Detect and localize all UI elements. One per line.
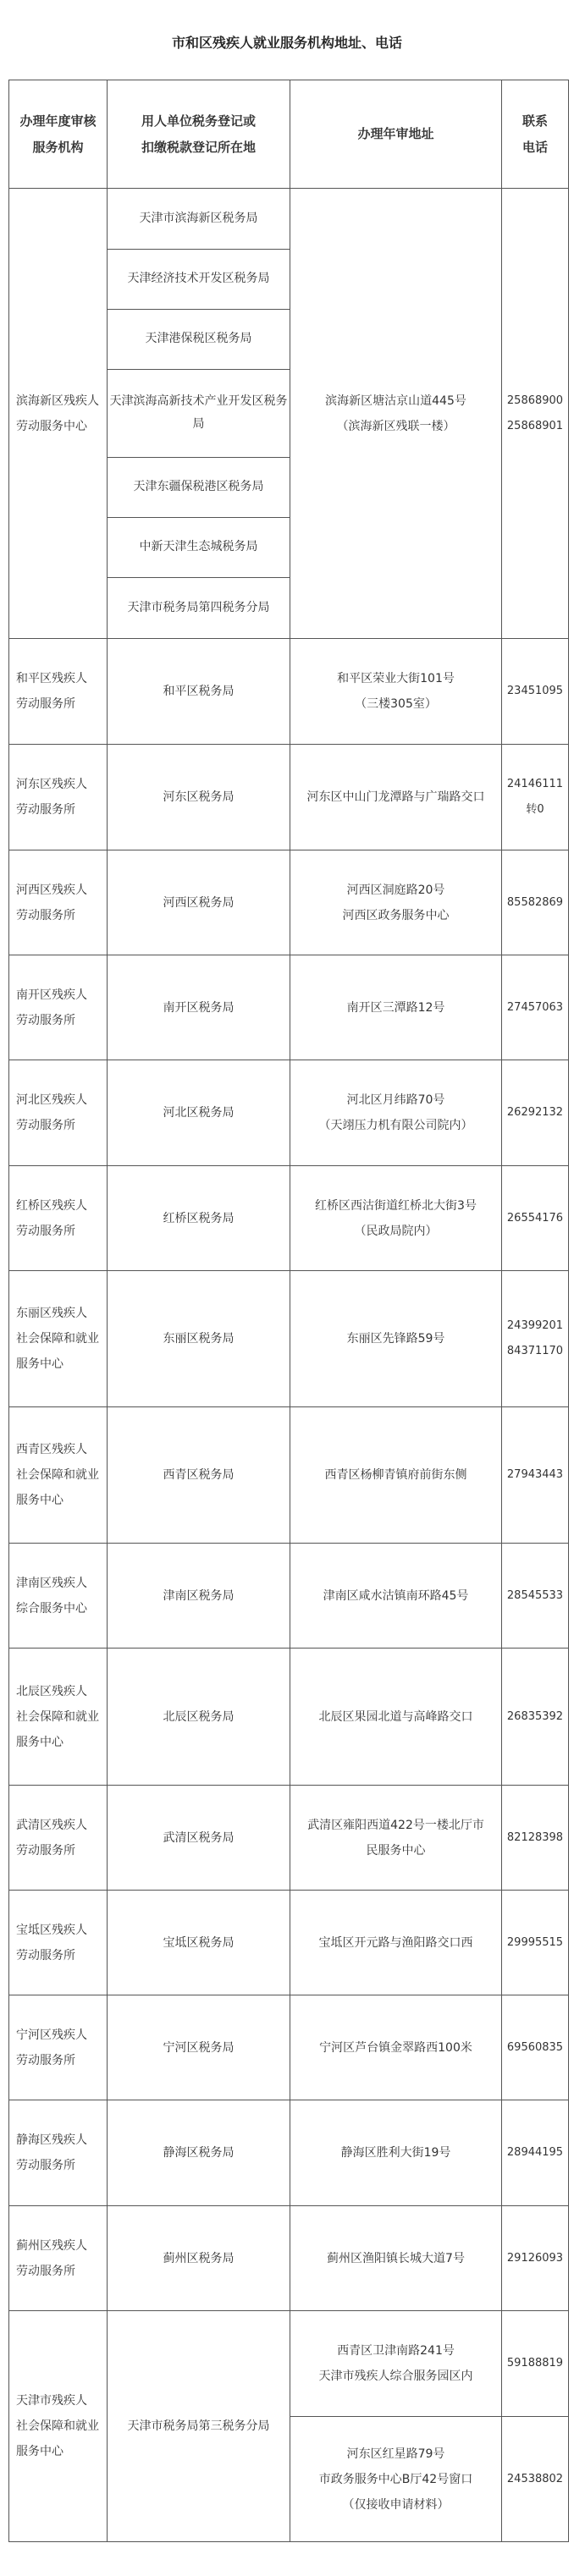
org-line: 河东区残疾人	[16, 778, 87, 791]
tax-bureau: 和平区税务局	[108, 639, 290, 745]
tax-bureau: 宁河区税务局	[108, 1995, 290, 2100]
org-line: 社会保障和就业	[16, 2419, 99, 2433]
address-line: 静海区胜利大街19号	[340, 2146, 451, 2160]
org-line: 综合服务中心	[16, 1601, 87, 1616]
address-cell	[290, 189, 502, 639]
tax-bureau: 西青区税务局	[108, 1407, 290, 1544]
phone-number: 28944195	[506, 2146, 564, 2159]
phone-number: 28545533	[506, 1588, 564, 1602]
org-line: 河西区残疾人	[16, 883, 87, 897]
org-cell	[9, 850, 108, 955]
table-row-binhai	[9, 189, 569, 639]
tax-bureau: 河北区税务局	[108, 1060, 290, 1166]
org-line: 劳动服务所	[16, 1843, 75, 1858]
org-line: 滨海新区残疾人	[16, 394, 99, 408]
header-phone-line: 联系	[522, 113, 548, 129]
phone-number: 27457063	[506, 1000, 564, 1014]
org-line: 劳动服务所	[16, 803, 75, 817]
address-line: 西青区杨柳青镇府前街东侧	[324, 1468, 467, 1482]
org-line: 劳动服务中心	[16, 419, 87, 433]
phone-number: 27943443	[506, 1468, 564, 1481]
phone-cell	[502, 1649, 569, 1786]
phone-cell	[502, 1166, 569, 1271]
table-row	[9, 955, 569, 1060]
tax-bureau: 北辰区税务局	[108, 1649, 290, 1786]
table-row	[9, 2206, 569, 2311]
org-line: 劳动服务所	[16, 2159, 75, 2172]
address-line: （民政局院内）	[354, 1224, 438, 1238]
header-phone-line: 电话	[522, 139, 548, 155]
org-line: 劳动服务所	[16, 908, 75, 922]
address-line: 民服务中心	[366, 1843, 426, 1858]
table-row	[9, 2100, 569, 2206]
org-line: 蓟州区残疾人	[16, 2238, 87, 2253]
address-cell	[290, 1166, 502, 1271]
phone-number: 26554176	[506, 1211, 564, 1225]
address-line: 河西区政务服务中心	[342, 908, 450, 922]
phone-cell	[502, 1891, 569, 1995]
phone-number: 82128398	[506, 1830, 564, 1844]
header-org-line: 服务机构	[32, 139, 84, 155]
address-line: 津南区咸水沽镇南环路45号	[323, 1588, 469, 1603]
address-cell	[290, 850, 502, 955]
org-line: 服务中心	[16, 1494, 63, 1507]
table-row	[9, 1786, 569, 1891]
address-cell	[290, 1891, 502, 1995]
address-line: 北辰区果园北道与高峰路交口	[318, 1709, 473, 1724]
address-line: 武清区雍阳西道422号一楼北厅市	[307, 1818, 484, 1832]
org-line: 社会保障和就业	[16, 1468, 99, 1482]
org-line: 宁河区残疾人	[16, 2028, 87, 2042]
address-cell	[290, 639, 502, 745]
org-line: 服务中心	[16, 1735, 63, 1749]
tax-bureau: 天津市滨海新区税务局	[108, 189, 290, 249]
table-row	[9, 745, 569, 850]
address-cell	[290, 2206, 502, 2311]
address-line: （天翊压力机有限公司院内）	[318, 1119, 473, 1132]
phone-number: 25868900	[506, 394, 564, 407]
org-line: 劳动服务所	[16, 1119, 75, 1132]
org-line: 天津市残疾人	[16, 2394, 87, 2408]
phone-number: 24538802	[502, 2417, 569, 2542]
org-cell	[9, 2206, 108, 2311]
address-line: 西青区卫津南路241号	[337, 2344, 455, 2358]
phone-number: 26292132	[506, 1106, 564, 1119]
org-line: 西青区残疾人	[16, 1443, 87, 1456]
table-row	[9, 1891, 569, 1995]
tax-bureau-list	[108, 189, 290, 638]
address-line: 东丽区先锋路59号	[346, 1332, 445, 1346]
header-org-line: 办理年度审核	[19, 113, 97, 129]
phone-number: 84371170	[506, 1345, 564, 1357]
org-cell	[9, 745, 108, 850]
phone-number: 85582869	[506, 895, 564, 909]
phone-number: 转0	[526, 803, 544, 816]
header-row	[9, 80, 569, 189]
address-cell	[290, 955, 502, 1060]
phone-number: 26835392	[506, 1709, 564, 1723]
org-line: 津南区残疾人	[16, 1576, 87, 1590]
org-cell	[9, 1786, 108, 1891]
org-cell	[9, 1649, 108, 1786]
phone-cell	[502, 1786, 569, 1891]
phone-cell	[502, 745, 569, 850]
header-phone	[502, 80, 569, 189]
org-cell	[9, 1891, 108, 1995]
address-cell	[290, 1544, 502, 1649]
phone-cell	[502, 1407, 569, 1544]
org-line: 北辰区残疾人	[16, 1684, 87, 1698]
org-cell	[9, 1544, 108, 1649]
address-cell	[290, 1649, 502, 1786]
table-row	[9, 639, 569, 745]
address-line: 河北区月纬路70号	[346, 1093, 445, 1107]
phone-cell	[502, 955, 569, 1060]
phone-cell	[502, 1271, 569, 1407]
org-line: 和平区残疾人	[16, 672, 87, 685]
address-line: （仅接收申请材料）	[342, 2497, 450, 2512]
address-line: 市政务服务中心B厅42号窗口	[318, 2472, 473, 2486]
address-line: 河西区洞庭路20号	[346, 883, 445, 897]
org-line: 宝坻区残疾人	[16, 1923, 87, 1937]
address-line: 红桥区西沽街道红桥北大街3号	[315, 1198, 477, 1213]
header-tax-line: 扣缴税款登记所在地	[141, 139, 256, 155]
tax-bureau: 天津滨海高新技术产业开发区税务局	[108, 369, 290, 457]
tax-bureau: 武清区税务局	[108, 1786, 290, 1891]
service-table	[8, 80, 569, 2542]
header-address: 办理年审地址	[290, 80, 502, 189]
org-line: 河北区残疾人	[16, 1093, 87, 1107]
tax-bureau: 河东区税务局	[108, 745, 290, 850]
phone-number: 24146111	[506, 778, 564, 790]
phone-cell	[502, 189, 569, 639]
org-line: 社会保障和就业	[16, 1709, 99, 1724]
address-line: 宝坻区开元路与渔阳路交口西	[318, 1935, 473, 1950]
table-row	[9, 1407, 569, 1544]
org-line: 劳动服务所	[16, 697, 75, 711]
table-row-tianjin	[9, 2311, 569, 2417]
table-row	[9, 1544, 569, 1649]
address-cell	[290, 1271, 502, 1407]
address-line: （三楼305室）	[355, 697, 437, 711]
header-tax-line: 用人单位税务登记或	[141, 113, 256, 129]
address-line: 宁河区芦台镇金翠路西100米	[319, 2040, 472, 2055]
org-cell	[9, 2311, 108, 2542]
org-line: 武清区残疾人	[16, 1818, 87, 1832]
tax-bureau: 河西区税务局	[108, 850, 290, 955]
address-line: （滨海新区残联一楼）	[336, 419, 455, 433]
phone-number: 24399201	[506, 1319, 564, 1332]
address-cell	[290, 2311, 502, 2417]
org-cell	[9, 189, 108, 639]
org-cell	[9, 1271, 108, 1407]
header-org	[9, 80, 108, 189]
org-cell	[9, 1407, 108, 1544]
table-row	[9, 1995, 569, 2100]
phone-cell	[502, 1995, 569, 2100]
org-line: 南开区残疾人	[16, 988, 87, 1002]
org-cell	[9, 1995, 108, 2100]
address-line: 和平区荣业大街101号	[337, 672, 455, 685]
phone-number: 25868901	[506, 419, 564, 432]
org-cell	[9, 1166, 108, 1271]
tax-list-cell	[108, 189, 290, 639]
org-line: 服务中心	[16, 2445, 63, 2458]
org-line: 社会保障和就业	[16, 1332, 99, 1346]
tax-bureau: 天津港保税区税务局	[108, 309, 290, 369]
phone-cell	[502, 850, 569, 955]
phone-cell	[502, 2100, 569, 2206]
phone-number: 29126093	[506, 2251, 564, 2265]
address-line: 河东区红星路79号	[346, 2447, 445, 2461]
org-cell	[9, 1060, 108, 1166]
address-cell	[290, 1407, 502, 1544]
header-tax	[108, 80, 290, 189]
tax-bureau: 东丽区税务局	[108, 1271, 290, 1407]
org-line: 劳动服务所	[16, 1948, 75, 1962]
table-row	[9, 1271, 569, 1407]
table-row	[9, 1649, 569, 1786]
org-line: 东丽区残疾人	[16, 1307, 87, 1320]
document-title: 市和区残疾人就业服务机构地址、电话	[171, 35, 402, 51]
org-cell	[9, 2100, 108, 2206]
address-line: 河东区中山门龙潭路与广瑞路交口	[306, 790, 485, 804]
phone-number: 59188819	[502, 2311, 569, 2417]
address-line: 滨海新区塘沽京山道445号	[325, 394, 466, 408]
tax-bureau: 静海区税务局	[108, 2100, 290, 2206]
tax-bureau: 中新天津生态城税务局	[108, 517, 290, 577]
org-cell	[9, 639, 108, 745]
tax-bureau: 南开区税务局	[108, 955, 290, 1060]
table-row	[9, 1060, 569, 1166]
tax-bureau: 宝坻区税务局	[108, 1891, 290, 1995]
phone-cell	[502, 1544, 569, 1649]
phone-cell	[502, 1060, 569, 1166]
phone-number: 29995515	[506, 1935, 564, 1949]
address-cell	[290, 1060, 502, 1166]
org-line: 服务中心	[16, 1357, 63, 1371]
address-cell	[290, 1786, 502, 1891]
tax-bureau: 天津东疆保税港区税务局	[108, 457, 290, 517]
address-cell	[290, 745, 502, 850]
phone-number: 69560835	[506, 2040, 564, 2054]
tax-bureau: 津南区税务局	[108, 1544, 290, 1649]
tax-bureau: 红桥区税务局	[108, 1166, 290, 1271]
phone-number: 23451095	[506, 685, 564, 697]
address-line: 南开区三潭路12号	[346, 1000, 445, 1015]
tax-bureau: 天津经济技术开发区税务局	[108, 249, 290, 309]
address-cell	[290, 2100, 502, 2206]
phone-cell	[502, 2206, 569, 2311]
phone-cell	[502, 639, 569, 745]
org-line: 劳动服务所	[16, 1224, 75, 1238]
address-line: 天津市残疾人综合服务园区内	[318, 2370, 473, 2383]
table-row	[9, 1166, 569, 1271]
address-cell	[290, 2417, 502, 2542]
org-line: 劳动服务所	[16, 1013, 75, 1027]
address-cell	[290, 1995, 502, 2100]
org-line: 劳动服务所	[16, 2264, 75, 2278]
org-line: 劳动服务所	[16, 2053, 75, 2067]
org-line: 静海区残疾人	[16, 2133, 87, 2147]
tax-bureau: 蓟州区税务局	[108, 2206, 290, 2311]
tax-bureau: 天津市税务局第四税务分局	[108, 577, 290, 638]
address-line: 蓟州区渔阳镇长城大道7号	[327, 2251, 465, 2265]
tax-bureau: 天津市税务局第三税务分局	[108, 2311, 290, 2542]
table-row	[9, 850, 569, 955]
org-cell	[9, 955, 108, 1060]
org-line: 红桥区残疾人	[16, 1198, 87, 1213]
